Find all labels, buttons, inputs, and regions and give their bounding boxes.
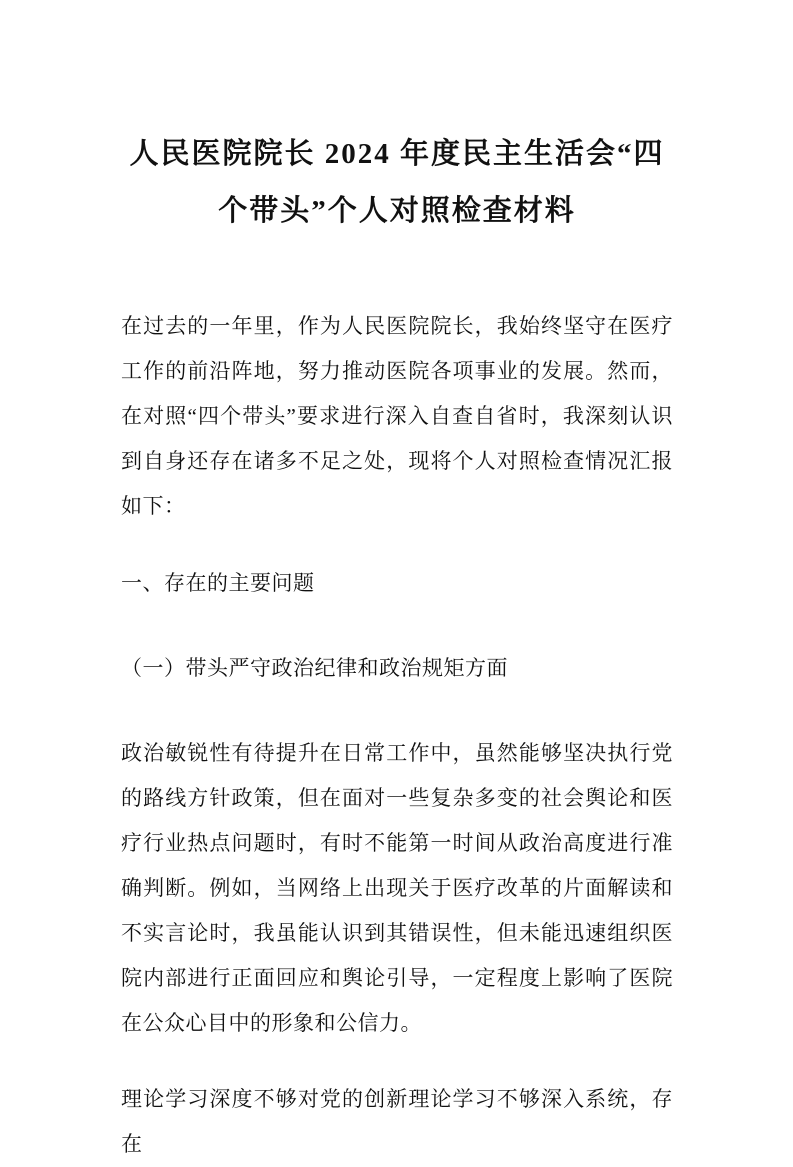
document-title: 人民医院院长 2024 年度民主生活会“四个带头”个人对照检查材料 xyxy=(129,138,665,227)
body-paragraph-political-sensitivity: 政治敏锐性有待提升在日常工作中，虽然能够坚决执行党的路线方针政策，但在面对一些复杂多变的社会舆论和医疗行业热点问题时，有时不能第一时间从政治高度进行准确判断。例如，当网络上出现关于医疗改革的片面解读和不实言论时，我虽能认识到其错误性，但未能迅速组织医院内部进行正面回应和舆论引导，一定程度上影响了医院在公众心目中的形象和公信力。 xyxy=(121,741,673,1035)
section-heading-main-problems: 一、存在的主要问题 xyxy=(121,571,315,595)
body-paragraph-theory-study-partial: 理论学习深度不够对党的创新理论学习不够深入系统，存在 xyxy=(121,1087,673,1156)
subsection-heading-political-discipline: （一）带头严守政治纪律和政治规矩方面 xyxy=(121,656,508,680)
intro-paragraph: 在过去的一年里，作为人民医院院长，我始终坚守在医疗工作的前沿阵地，努力推动医院各项事业的发展。然而，在对照“四个带头”要求进行深入自查自省时，我深刻认识到自身还存在诸多不足之处，现将个人对照检查情况汇报如下： xyxy=(121,314,673,518)
